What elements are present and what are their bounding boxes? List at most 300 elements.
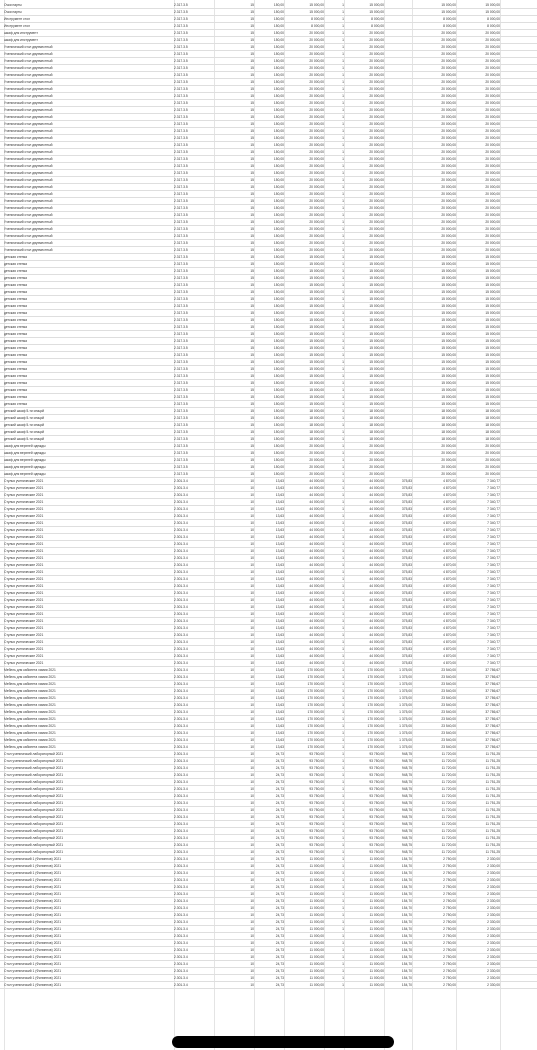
cell-amt2[interactable]: 170 000,00 [367, 668, 384, 672]
cell-amt2[interactable]: 44 000,00 [369, 605, 384, 609]
cell-amt3[interactable]: 2 750,00 [443, 948, 456, 952]
cell-amt3[interactable]: 11 720,00 [441, 794, 456, 798]
cell-vat[interactable]: 154,70 [401, 892, 412, 896]
cell-price[interactable]: 24,73 [275, 787, 284, 791]
cell-amt2[interactable]: 170 000,00 [367, 717, 384, 721]
cell-name[interactable]: Стулья ученические 2021 [4, 605, 44, 609]
cell-flag[interactable]: 1 [342, 647, 344, 651]
cell-flag[interactable]: 1 [342, 640, 344, 644]
cell-unit[interactable]: 10 [250, 570, 254, 574]
cell-flag[interactable]: 1 [342, 892, 344, 896]
cell-name[interactable]: Мебель для кабинета химии 2021 [4, 717, 56, 721]
cell-amt1[interactable]: 15 000,00 [309, 402, 324, 406]
cell-amt4[interactable]: 2 330,00 [487, 864, 500, 868]
cell-flag[interactable]: 1 [342, 346, 344, 350]
cell-code[interactable]: 2.317.3.5 [174, 276, 188, 280]
cell-amt4[interactable]: 11 751,25 [485, 766, 500, 770]
cell-vat[interactable]: 154,70 [401, 934, 412, 938]
cell-amt3[interactable]: 20 000,00 [441, 185, 456, 189]
cell-amt2[interactable]: 11 000,00 [369, 983, 384, 987]
cell-amt4[interactable]: 15 000,00 [485, 325, 500, 329]
cell-amt2[interactable]: 18 000,00 [369, 423, 384, 427]
cell-name[interactable]: Ученический стол двухместный [4, 234, 53, 238]
cell-amt3[interactable]: 20 000,00 [441, 80, 456, 84]
cell-amt1[interactable]: 20 000,00 [309, 31, 324, 35]
cell-amt2[interactable]: 11 000,00 [369, 885, 384, 889]
cell-vat[interactable] [384, 79, 412, 85]
cell-price[interactable]: 150,00 [273, 24, 284, 28]
cell-unit[interactable]: 10 [250, 906, 254, 910]
cell-vat[interactable]: 154,70 [401, 983, 412, 987]
cell-vat[interactable] [384, 72, 412, 78]
cell-amt1[interactable]: 20 000,00 [309, 213, 324, 217]
cell-vat[interactable]: 154,70 [401, 941, 412, 945]
cell-price[interactable]: 150,00 [273, 248, 284, 252]
cell-code[interactable]: 2.317.3.5 [174, 192, 188, 196]
cell-flag[interactable]: 1 [342, 283, 344, 287]
cell-unit[interactable]: 15 [250, 38, 254, 42]
cell-name[interactable]: Ученический стол двухместный [4, 157, 53, 161]
cell-vat[interactable] [384, 2, 412, 8]
cell-flag[interactable]: 1 [342, 570, 344, 574]
cell-flag[interactable]: 1 [342, 934, 344, 938]
cell-price[interactable]: 24,73 [275, 892, 284, 896]
cell-amt3[interactable]: 20 000,00 [441, 458, 456, 462]
cell-flag[interactable]: 1 [342, 17, 344, 21]
cell-unit[interactable]: 10 [250, 892, 254, 896]
cell-amt1[interactable]: 20 000,00 [309, 206, 324, 210]
cell-price[interactable]: 13,63 [275, 479, 284, 483]
cell-amt3[interactable]: 2 750,00 [443, 878, 456, 882]
cell-amt1[interactable]: 170 000,00 [307, 738, 324, 742]
cell-unit[interactable]: 10 [250, 857, 254, 861]
cell-unit[interactable]: 10 [250, 493, 254, 497]
cell-price[interactable]: 150,00 [273, 178, 284, 182]
cell-code[interactable]: 2.301.3.4 [174, 976, 188, 980]
cell-amt2[interactable]: 11 000,00 [369, 934, 384, 938]
cell-amt4[interactable]: 37 786,67 [485, 703, 500, 707]
cell-name[interactable]: Стулья ученические 2021 [4, 570, 44, 574]
cell-name[interactable]: детская стенка [4, 332, 27, 336]
cell-code[interactable]: 2.317.3.5 [174, 87, 188, 91]
cell-amt1[interactable]: 15 000,00 [309, 381, 324, 385]
cell-vat[interactable]: 948,75 [401, 752, 412, 756]
cell-unit[interactable]: 15 [250, 31, 254, 35]
cell-vat[interactable] [384, 184, 412, 190]
cell-unit[interactable]: 10 [250, 640, 254, 644]
cell-code[interactable]: 2.317.3.5 [174, 59, 188, 63]
cell-amt4[interactable]: 11 751,25 [485, 759, 500, 763]
cell-amt4[interactable]: 20 000,00 [485, 199, 500, 203]
cell-amt3[interactable]: 11 720,00 [441, 766, 456, 770]
cell-amt2[interactable]: 20 000,00 [369, 248, 384, 252]
cell-flag[interactable]: 1 [342, 143, 344, 147]
cell-amt1[interactable]: 11 000,00 [309, 976, 324, 980]
cell-amt4[interactable]: 20 000,00 [485, 465, 500, 469]
cell-flag[interactable]: 1 [342, 654, 344, 658]
cell-price[interactable]: 150,00 [273, 122, 284, 126]
cell-amt1[interactable]: 44 000,00 [309, 528, 324, 532]
cell-amt2[interactable]: 11 000,00 [369, 906, 384, 910]
cell-amt2[interactable]: 20 000,00 [369, 73, 384, 77]
cell-name[interactable]: Стулья ученические 2021 [4, 654, 44, 658]
cell-unit[interactable]: 10 [250, 626, 254, 630]
cell-name[interactable]: Стол ученический лабораторный 2021 [4, 801, 64, 805]
cell-amt4[interactable]: 7 340,77 [487, 486, 500, 490]
cell-flag[interactable]: 1 [342, 577, 344, 581]
cell-amt1[interactable]: 20 000,00 [309, 451, 324, 455]
cell-price[interactable]: 150,00 [273, 423, 284, 427]
cell-amt3[interactable]: 23 540,00 [441, 682, 456, 686]
cell-name[interactable]: Мебель для кабинета химии 2021 [4, 710, 56, 714]
cell-name[interactable]: Стол ученический лабораторный 2021 [4, 829, 64, 833]
cell-amt4[interactable]: 11 751,25 [485, 822, 500, 826]
cell-name[interactable]: Очки парты [4, 3, 22, 7]
cell-unit[interactable]: 15 [250, 129, 254, 133]
cell-vat[interactable] [384, 100, 412, 106]
cell-vat[interactable]: 375,83 [401, 535, 412, 539]
cell-unit[interactable]: 10 [250, 801, 254, 805]
cell-vat[interactable]: 1 375,00 [399, 696, 412, 700]
cell-amt1[interactable]: 20 000,00 [309, 80, 324, 84]
cell-amt4[interactable]: 15 000,00 [485, 374, 500, 378]
cell-amt1[interactable]: 93 750,00 [309, 780, 324, 784]
cell-price[interactable]: 13,63 [275, 654, 284, 658]
cell-amt3[interactable]: 23 540,00 [441, 689, 456, 693]
cell-amt4[interactable]: 2 330,00 [487, 857, 500, 861]
cell-code[interactable]: 2.317.3.5 [174, 465, 188, 469]
cell-amt3[interactable]: 4 870,00 [443, 549, 456, 553]
cell-amt2[interactable]: 15 000,00 [369, 3, 384, 7]
cell-amt2[interactable]: 170 000,00 [367, 675, 384, 679]
cell-amt2[interactable]: 11 000,00 [369, 871, 384, 875]
cell-flag[interactable]: 1 [342, 360, 344, 364]
cell-flag[interactable]: 1 [342, 388, 344, 392]
cell-code[interactable]: 2.317.3.5 [174, 262, 188, 266]
cell-amt2[interactable]: 44 000,00 [369, 626, 384, 630]
cell-price[interactable]: 24,73 [275, 850, 284, 854]
cell-flag[interactable]: 1 [342, 731, 344, 735]
cell-unit[interactable]: 15 [250, 199, 254, 203]
cell-name[interactable]: Ученический стол двухместный [4, 45, 53, 49]
cell-amt4[interactable]: 15 000,00 [485, 10, 500, 14]
cell-amt2[interactable]: 11 000,00 [369, 941, 384, 945]
cell-flag[interactable]: 1 [342, 815, 344, 819]
cell-code[interactable]: 2.301.3.4 [174, 500, 188, 504]
cell-vat[interactable]: 1 375,00 [399, 675, 412, 679]
cell-amt3[interactable]: 23 540,00 [441, 724, 456, 728]
cell-price[interactable]: 24,73 [275, 822, 284, 826]
cell-amt1[interactable]: 20 000,00 [309, 129, 324, 133]
cell-vat[interactable] [384, 366, 412, 372]
cell-name[interactable]: Стулья ученические 2021 [4, 500, 44, 504]
cell-amt4[interactable]: 20 000,00 [485, 59, 500, 63]
cell-name[interactable]: Ученический стол двухместный [4, 178, 53, 182]
cell-name[interactable]: Мебель для кабинета химии 2021 [4, 668, 56, 672]
cell-flag[interactable]: 1 [342, 213, 344, 217]
cell-unit[interactable]: 15 [250, 353, 254, 357]
cell-unit[interactable]: 15 [250, 115, 254, 119]
cell-amt1[interactable]: 11 000,00 [309, 934, 324, 938]
cell-vat[interactable] [384, 247, 412, 253]
cell-amt2[interactable]: 44 000,00 [369, 556, 384, 560]
cell-code[interactable]: 2.301.3.4 [174, 773, 188, 777]
cell-name[interactable]: Стулья ученические 2021 [4, 521, 44, 525]
cell-amt4[interactable]: 20 000,00 [485, 150, 500, 154]
cell-amt4[interactable]: 20 000,00 [485, 52, 500, 56]
cell-price[interactable]: 13,63 [275, 745, 284, 749]
cell-amt3[interactable]: 2 750,00 [443, 913, 456, 917]
cell-amt3[interactable]: 15 000,00 [441, 367, 456, 371]
cell-flag[interactable]: 1 [342, 52, 344, 56]
cell-amt1[interactable]: 20 000,00 [309, 87, 324, 91]
cell-amt3[interactable]: 15 000,00 [441, 346, 456, 350]
cell-unit[interactable]: 10 [250, 549, 254, 553]
cell-amt4[interactable]: 20 000,00 [485, 213, 500, 217]
cell-code[interactable]: 2.317.3.5 [174, 367, 188, 371]
cell-amt4[interactable]: 7 340,77 [487, 556, 500, 560]
cell-code[interactable]: 2.317.3.5 [174, 115, 188, 119]
cell-vat[interactable] [384, 429, 412, 435]
cell-vat[interactable]: 948,75 [401, 766, 412, 770]
cell-amt1[interactable]: 44 000,00 [309, 556, 324, 560]
cell-amt2[interactable]: 170 000,00 [367, 724, 384, 728]
cell-price[interactable]: 150,00 [273, 206, 284, 210]
cell-vat[interactable] [384, 114, 412, 120]
cell-flag[interactable]: 1 [342, 500, 344, 504]
cell-name[interactable]: Ученический стол двухместный [4, 206, 53, 210]
cell-unit[interactable]: 10 [250, 535, 254, 539]
cell-unit[interactable]: 10 [250, 619, 254, 623]
cell-amt4[interactable]: 18 000,00 [485, 430, 500, 434]
cell-amt2[interactable]: 11 000,00 [369, 976, 384, 980]
cell-unit[interactable]: 10 [250, 479, 254, 483]
cell-unit[interactable]: 15 [250, 101, 254, 105]
cell-amt4[interactable]: 15 000,00 [485, 332, 500, 336]
cell-amt4[interactable]: 7 340,77 [487, 500, 500, 504]
cell-amt3[interactable]: 4 870,00 [443, 556, 456, 560]
cell-name[interactable]: Ученический стол двухместный [4, 101, 53, 105]
cell-amt1[interactable]: 20 000,00 [309, 66, 324, 70]
cell-price[interactable]: 150,00 [273, 346, 284, 350]
cell-amt2[interactable]: 15 000,00 [369, 269, 384, 273]
cell-amt4[interactable]: 20 000,00 [485, 472, 500, 476]
cell-code[interactable]: 2.317.3.5 [174, 213, 188, 217]
cell-amt2[interactable]: 20 000,00 [369, 206, 384, 210]
cell-name[interactable]: Стол ученический лабораторный 2021 [4, 780, 64, 784]
cell-amt4[interactable]: 20 000,00 [485, 122, 500, 126]
cell-amt4[interactable]: 15 000,00 [485, 269, 500, 273]
cell-amt4[interactable]: 2 330,00 [487, 920, 500, 924]
cell-code[interactable]: 2.317.3.5 [174, 94, 188, 98]
cell-flag[interactable]: 1 [342, 437, 344, 441]
cell-code[interactable]: 2.301.3.4 [174, 563, 188, 567]
cell-name[interactable]: Стол ученический 1 (Филиппов) 2021 [4, 927, 62, 931]
cell-unit[interactable]: 15 [250, 45, 254, 49]
cell-amt3[interactable]: 2 750,00 [443, 899, 456, 903]
cell-name[interactable]: Стол ученический лабораторный 2021 [4, 815, 64, 819]
cell-amt3[interactable]: 4 870,00 [443, 500, 456, 504]
cell-amt3[interactable]: 15 000,00 [441, 262, 456, 266]
cell-amt3[interactable]: 20 000,00 [441, 38, 456, 42]
cell-name[interactable]: Ученический стол двухместный [4, 213, 53, 217]
cell-code[interactable]: 2.301.3.4 [174, 689, 188, 693]
cell-unit[interactable]: 15 [250, 423, 254, 427]
cell-code[interactable]: 2.317.3.5 [174, 458, 188, 462]
cell-unit[interactable]: 10 [250, 605, 254, 609]
cell-amt4[interactable]: 20 000,00 [485, 157, 500, 161]
cell-amt3[interactable]: 4 870,00 [443, 528, 456, 532]
cell-amt2[interactable]: 93 750,00 [369, 829, 384, 833]
cell-amt2[interactable]: 20 000,00 [369, 213, 384, 217]
cell-amt3[interactable]: 20 000,00 [441, 206, 456, 210]
cell-vat[interactable]: 154,70 [401, 913, 412, 917]
cell-code[interactable]: 2.301.3.4 [174, 822, 188, 826]
cell-price[interactable]: 150,00 [273, 360, 284, 364]
cell-code[interactable]: 2.317.3.5 [174, 311, 188, 315]
cell-amt2[interactable]: 170 000,00 [367, 696, 384, 700]
cell-amt1[interactable]: 44 000,00 [309, 598, 324, 602]
cell-vat[interactable]: 1 375,00 [399, 745, 412, 749]
cell-amt3[interactable]: 11 720,00 [441, 773, 456, 777]
cell-code[interactable]: 2.301.3.4 [174, 962, 188, 966]
cell-amt1[interactable]: 11 000,00 [309, 857, 324, 861]
cell-amt3[interactable]: 4 870,00 [443, 605, 456, 609]
cell-amt4[interactable]: 15 000,00 [485, 311, 500, 315]
cell-code[interactable]: 2.317.3.5 [174, 423, 188, 427]
cell-amt3[interactable]: 20 000,00 [441, 192, 456, 196]
cell-amt3[interactable]: 18 000,00 [441, 430, 456, 434]
cell-unit[interactable]: 10 [250, 521, 254, 525]
cell-flag[interactable]: 1 [342, 514, 344, 518]
cell-vat[interactable]: 1 375,00 [399, 668, 412, 672]
cell-flag[interactable]: 1 [342, 871, 344, 875]
cell-unit[interactable]: 10 [250, 927, 254, 931]
cell-flag[interactable]: 1 [342, 451, 344, 455]
cell-name[interactable]: Стол ученический 1 (Филиппов) 2021 [4, 948, 62, 952]
cell-amt1[interactable]: 15 000,00 [309, 304, 324, 308]
cell-code[interactable]: 2.301.3.4 [174, 570, 188, 574]
cell-flag[interactable]: 1 [342, 94, 344, 98]
cell-unit[interactable]: 10 [250, 773, 254, 777]
cell-amt3[interactable]: 20 000,00 [441, 143, 456, 147]
cell-code[interactable]: 2.317.3.5 [174, 346, 188, 350]
cell-name[interactable]: Ученический стол двухместный [4, 220, 53, 224]
cell-amt3[interactable]: 20 000,00 [441, 157, 456, 161]
cell-amt2[interactable]: 44 000,00 [369, 640, 384, 644]
cell-price[interactable]: 24,73 [275, 969, 284, 973]
cell-price[interactable]: 13,63 [275, 724, 284, 728]
cell-amt1[interactable]: 11 000,00 [309, 927, 324, 931]
cell-amt3[interactable]: 4 870,00 [443, 584, 456, 588]
cell-amt1[interactable]: 20 000,00 [309, 73, 324, 77]
cell-amt3[interactable]: 4 870,00 [443, 647, 456, 651]
cell-flag[interactable]: 1 [342, 542, 344, 546]
cell-amt2[interactable]: 15 000,00 [369, 10, 384, 14]
cell-price[interactable]: 24,73 [275, 976, 284, 980]
cell-amt2[interactable]: 11 000,00 [369, 892, 384, 896]
cell-amt2[interactable]: 18 000,00 [369, 409, 384, 413]
cell-amt4[interactable]: 37 786,67 [485, 668, 500, 672]
cell-amt3[interactable]: 20 000,00 [441, 87, 456, 91]
cell-flag[interactable]: 1 [342, 843, 344, 847]
cell-vat[interactable]: 375,83 [401, 591, 412, 595]
cell-price[interactable]: 150,00 [273, 465, 284, 469]
cell-amt2[interactable]: 170 000,00 [367, 682, 384, 686]
cell-amt2[interactable]: 20 000,00 [369, 164, 384, 168]
cell-amt3[interactable]: 20 000,00 [441, 199, 456, 203]
cell-amt4[interactable]: 15 000,00 [485, 395, 500, 399]
cell-amt2[interactable]: 44 000,00 [369, 612, 384, 616]
cell-amt4[interactable]: 7 340,77 [487, 605, 500, 609]
cell-name[interactable]: Ученический стол двухместный [4, 115, 53, 119]
cell-amt2[interactable]: 93 750,00 [369, 773, 384, 777]
cell-code[interactable]: 2.301.3.4 [174, 612, 188, 616]
cell-amt4[interactable]: 20 000,00 [485, 171, 500, 175]
cell-amt1[interactable]: 20 000,00 [309, 115, 324, 119]
cell-amt4[interactable]: 7 340,77 [487, 507, 500, 511]
cell-code[interactable]: 2.317.3.5 [174, 255, 188, 259]
cell-amt4[interactable]: 7 340,77 [487, 514, 500, 518]
cell-vat[interactable]: 375,83 [401, 479, 412, 483]
cell-vat[interactable]: 948,75 [401, 850, 412, 854]
cell-amt3[interactable]: 2 750,00 [443, 892, 456, 896]
cell-vat[interactable] [384, 373, 412, 379]
cell-amt4[interactable]: 8 000,00 [487, 17, 500, 21]
cell-code[interactable]: 2.317.3.5 [174, 101, 188, 105]
cell-name[interactable]: Стулья ученические 2021 [4, 612, 44, 616]
cell-flag[interactable]: 1 [342, 269, 344, 273]
cell-name[interactable]: Стол ученический лабораторный 2021 [4, 752, 64, 756]
cell-amt3[interactable]: 15 000,00 [441, 255, 456, 259]
cell-amt4[interactable]: 15 000,00 [485, 353, 500, 357]
cell-amt4[interactable]: 7 340,77 [487, 521, 500, 525]
cell-amt4[interactable]: 37 786,67 [485, 689, 500, 693]
cell-amt4[interactable]: 7 340,77 [487, 479, 500, 483]
cell-name[interactable]: Стол ученический 1 (Филиппов) 2021 [4, 885, 62, 889]
cell-vat[interactable] [384, 317, 412, 323]
cell-amt3[interactable]: 15 000,00 [441, 290, 456, 294]
cell-code[interactable]: 2.301.3.4 [174, 668, 188, 672]
cell-amt3[interactable]: 4 870,00 [443, 563, 456, 567]
cell-amt1[interactable]: 44 000,00 [309, 514, 324, 518]
cell-vat[interactable]: 154,70 [401, 920, 412, 924]
cell-amt3[interactable]: 15 000,00 [441, 3, 456, 7]
cell-price[interactable]: 24,73 [275, 864, 284, 868]
cell-amt2[interactable]: 15 000,00 [369, 402, 384, 406]
cell-amt2[interactable]: 20 000,00 [369, 220, 384, 224]
cell-vat[interactable] [384, 268, 412, 274]
cell-price[interactable]: 24,73 [275, 955, 284, 959]
cell-price[interactable]: 13,63 [275, 640, 284, 644]
cell-unit[interactable]: 15 [250, 318, 254, 322]
cell-amt4[interactable]: 11 751,25 [485, 801, 500, 805]
cell-amt2[interactable]: 44 000,00 [369, 584, 384, 588]
cell-name[interactable]: детская стенка [4, 381, 27, 385]
cell-code[interactable]: 2.301.3.4 [174, 885, 188, 889]
cell-amt2[interactable]: 20 000,00 [369, 185, 384, 189]
cell-name[interactable]: Стулья ученические 2021 [4, 486, 44, 490]
cell-amt1[interactable]: 170 000,00 [307, 675, 324, 679]
cell-amt1[interactable]: 15 000,00 [309, 10, 324, 14]
cell-amt2[interactable]: 93 750,00 [369, 794, 384, 798]
cell-amt1[interactable]: 20 000,00 [309, 94, 324, 98]
cell-amt4[interactable]: 15 000,00 [485, 262, 500, 266]
cell-flag[interactable]: 1 [342, 234, 344, 238]
cell-amt2[interactable]: 18 000,00 [369, 437, 384, 441]
cell-flag[interactable]: 1 [342, 479, 344, 483]
cell-code[interactable]: 2.301.3.4 [174, 766, 188, 770]
